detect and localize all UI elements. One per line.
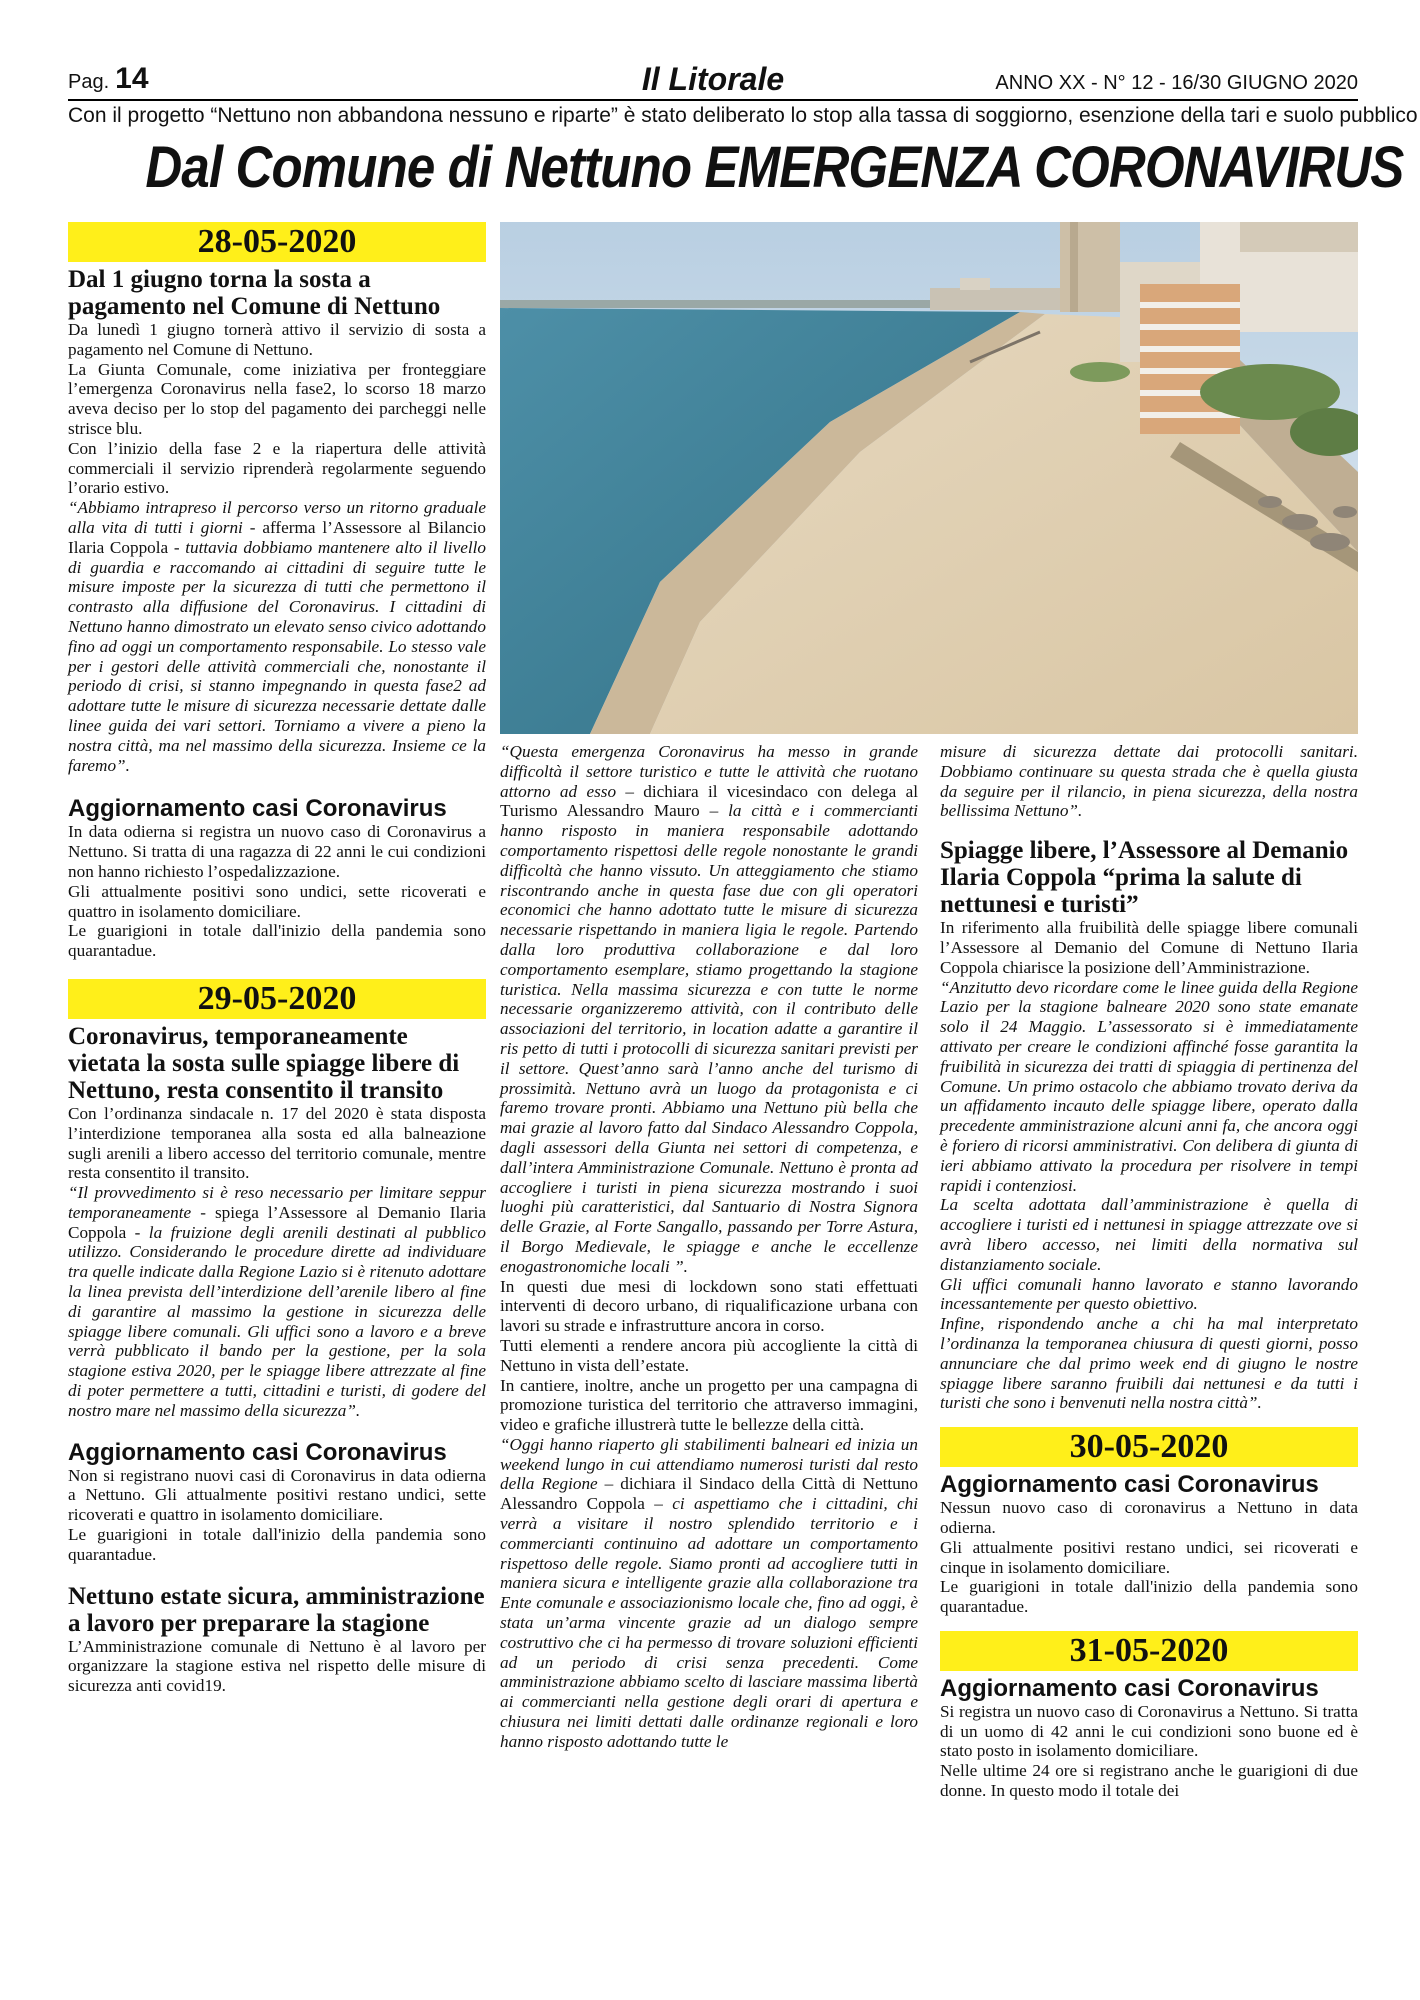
quote-paragraph: La scelta adottata dall’amministrazione è quella di accogliere i turisti ed i nettunesi in spiagge attrezzate ove si avrà libero accesso, nei limiti della normativa sul distanziamento sociale.	[940, 1195, 1358, 1274]
quote-paragraph: misure di sicurezza dettate dai protocolli sanitari. Dobbiamo continuare su questa strada che è quella giusta da seguire per il rilancio, in piena sicurezza, della nostra bellissima Nettuno”.	[940, 742, 1358, 821]
article-title: Spiagge libere, l’Assessore al Demanio Ilaria Coppola “prima la salute di nettunesi e turisti”	[940, 837, 1349, 919]
paragraph: Si registra un nuovo caso di Coronavirus a Nettuno. Si tratta di un uomo di 42 anni le cui condizioni sono buone ed è stato posto in isolamento domiciliare.	[940, 1701, 1358, 1761]
header-rule	[68, 99, 1358, 101]
paragraph: Le guarigioni in totale dall'inizio della pandemia sono quarantadue.	[940, 1577, 1358, 1617]
date-band: 30-05-2020	[940, 1427, 1358, 1467]
date-band: 28-05-2020	[68, 222, 486, 262]
article-title: Coronavirus, temporaneamente vietata la sosta sulle spiagge libere di Nettuno, resta consentito il transito	[68, 1022, 460, 1104]
quote-paragraph: “Abbiamo intrapreso il percorso verso un ritorno graduale alla vita di tutti i giorni - afferma l’Assessore al Bilancio Ilaria Coppola - tuttavia dobbiamo mantenere alto il livello di guardia e raccomando ai cittadini di seguire tutte le misure imposte per la sicurezza di tutti che permettono il contrasto alla diffusione del Coronavirus. I cittadini di Nettuno hanno dimostrato un elevato senso civico adottando fino ad oggi un comportamento responsabile. Lo stesso vale per i gestori delle attività commerciali che, nonostante il periodo di crisi, si stanno impegnando in questa fase2 ad adottare tutte le misure di sicurezza necessarie dettate dalle linee guida dei vari settori. Torniamo a vivere a pieno la nostra città, ma nel massimo della sicurezza. Insieme ce la faremo”.	[68, 498, 486, 775]
paragraph: Gli attualmente positivi restano undici, sei ricoverati e cinque in isolamento domiciliare.	[940, 1537, 1358, 1577]
article-title: Aggiornamento casi Coronavirus	[940, 1674, 1319, 1702]
beach-aerial-photo	[500, 222, 1358, 734]
article-title: Aggiornamento casi Coronavirus	[68, 1438, 447, 1466]
paragraph: L’Amministrazione comunale di Nettuno è al lavoro per organizzare la stagione estiva nel rispetto delle misure di sicurezza anti covid19.	[68, 1636, 486, 1696]
paragraph: Le guarigioni in totale dall'inizio della pandemia sono quarantadue.	[68, 921, 486, 961]
column-3	[940, 742, 1358, 1801]
paragraph: Nelle ultime 24 ore si registrano anche le guarigioni di due donne. In questo modo il totale dei	[940, 1761, 1358, 1801]
quote-paragraph: Gli uffici comunali hanno lavorato e stanno lavorando incessantemente per questo obiettivo.	[940, 1274, 1358, 1314]
paragraph: Le guarigioni in totale dall'inizio della pandemia sono quarantadue.	[68, 1525, 486, 1564]
article-title: Nettuno estate sicura, amministrazione a lavoro per preparare la stagione	[68, 1582, 485, 1637]
quote-paragraph: “Oggi hanno riaperto gli stabilimenti balneari ed inizia un weekend lungo in cui attendiamo numerosi turisti dal resto della Regione – dichiara il Sindaco della Città di Nettuno Alessandro Coppola – ci aspettiamo che i cittadini, chi verrà a visitare il nostro splendido territorio e i commercianti continuino ad adottare un comportamento rispettoso delle regole. Siamo pronti ad accogliere tutti in maniera sicura e intelligente grazie alla collaborazione tra Ente comunale e associazionismo locale che, fino ad oggi, è stata un’arma vincente grazie ad un dialogo sempre costruttivo che ci ha permesso di trovare soluzioni efficienti ad un periodo di crisi senza precedenti. Come amministrazione abbiamo scelto di lasciare massima libertà ai commercianti nella gestione degli orari di apertura e chiusura nei limiti dettati dalle ordinanze regionali e loro hanno risposto adottando tutte le	[500, 1434, 918, 1751]
page-number: 14	[115, 62, 149, 95]
paragraph: Da lunedì 1 giugno tornerà attivo il servizio di sosta a pagamento nel Comune di Nettuno.	[68, 320, 486, 359]
article-title: Dal 1 giugno torna la sosta a pagamento nel Comune di Nettuno	[68, 266, 441, 320]
article-title: Aggiornamento casi Coronavirus	[68, 795, 447, 823]
masthead: Il Litorale	[641, 61, 785, 97]
issue-info: ANNO XX - N° 12 - 16/30 GIUGNO 2020	[995, 72, 1358, 94]
subheadline: Con il progetto “Nettuno non abbandona nessuno e riparte” è stato deliberato lo stop alla tassa di soggiorno, esenzione della tari e suolo pubblico	[68, 104, 1418, 127]
beach-photo-illustration	[500, 222, 1358, 734]
page-header	[68, 61, 1358, 98]
date-band: 31-05-2020	[940, 1631, 1358, 1671]
paragraph: Gli attualmente positivi sono undici, sette ricoverati e quattro in isolamento domiciliare.	[68, 881, 486, 921]
quote-paragraph: “Anzitutto devo ricordare come le linee guida della Regione Lazio per la stagione balneare 2020 sono state emanate solo il 24 Maggio. L’assessorato si è immediatamente attivato per creare le condizioni affinché fosse garantita la fruibilità in sicurezza dei tratti di spiaggia di pertinenza del Comune. Un primo ostacolo che abbiamo trovato deriva da un affidamento incauto delle spiagge libere, operato dalla precedente amministrazione alcuni anni fa, che ancora oggi è foriero di ricorsi amministrativi. Con delibera di giunta di ieri abbiamo attivato la procedura per risolvere in tempi rapidi i contenziosi.	[940, 977, 1358, 1195]
paragraph: In data odierna si registra un nuovo caso di Coronavirus a Nettuno. Si tratta di una ragazza di 22 anni le cui condizioni non hanno richiesto l’ospedalizzazione.	[68, 822, 486, 881]
paragraph: Con l’inizio della fase 2 e la riapertura delle attività commerciali il servizio riprenderà regolarmente seguendo l’orario estivo.	[68, 438, 486, 498]
page-number-label: Pag. 14	[68, 62, 149, 95]
column-2	[500, 742, 918, 1752]
paragraph: Con l’ordinanza sindacale n. 17 del 2020 è stata disposta l’interdizione temporanea alla sosta ed alla balneazione sugli arenili a libero accesso del territorio comunale, mentre resta consentito il transito.	[68, 1103, 486, 1183]
quote-paragraph: “Il provvedimento si è reso necessario per limitare seppur temporaneamente - spiega l’Assessore al Demanio Ilaria Coppola - la fruizione degli arenili destinati al pubblico utilizzo. Considerando le procedure dirette ad individuare tra quelle indicate dalla Regione Lazio si è ritenuto adottare la linea prevista dell’interdizione dell’arenile libero al fine di garantire al massimo la gestione in sicurezza delle spiagge libere comunali. Gli uffici sono a lavoro e a breve verrà pubblicato il bando per la gestione, per la sola stagione estiva 2020, per le spiagge libere attrezzate al fine di poter permettere a tutti, cittadini e turisti, di godere del nostro mare nel massimo della sicurezza”.	[68, 1183, 487, 1420]
article-title: Aggiornamento casi Coronavirus	[940, 1471, 1319, 1499]
paragraph: Nessun nuovo caso di coronavirus a Nettuno in data odierna.	[940, 1498, 1358, 1537]
paragraph: Non si registrano nuovi casi di Coronavirus in data odierna a Nettuno. Gli attualmente positivi restano undici, sette ricoverati e quattro in isolamento domiciliare.	[68, 1465, 486, 1525]
quote-paragraph: Infine, rispondendo anche a chi ha mal interpretato l’ordinanza la temporanea chiusura di questi giorni, posso annunciare che dal primo week end di giugno le nostre spiagge libere saranno fruibili dai nettunesi e da tutti i turisti che sono i benvenuti nella nostra città”.	[940, 1314, 1358, 1413]
column-1	[68, 222, 486, 1696]
paragraph: La Giunta Comunale, come iniziativa per fronteggiare l’emergenza Coronavirus nella fase2, lo scorso 18 marzo aveva deciso per lo stop del pagamento dei parcheggi nelle strisce blu.	[68, 359, 486, 438]
quote-paragraph: “Questa emergenza Coronavirus ha messo in grande difficoltà il settore turistico e tutte le attività che ruotano attorno ad esso – dichiara il vicesindaco con delega al Turismo Alessandro Mauro – la città e i commercianti hanno risposto in maniera responsabile adottando comportamento rispettosi delle regole nonostante le grandi difficoltà che hanno vissuto. Un atteggiamento che stiamo riscontrando anche in questa fase due con gli operatori economici che hanno adottato tutte le misure di sicurezza necessarie rispettando in maniera ligia le regole. Partendo dalla loro produttiva collaborazione e dal loro comportamento esemplare, stiamo progettando la stagione turistica. Nella massima sicurezza e con tutte le norme necessarie organizzeremo attività, con il contributo delle associazioni del territorio, in location adatte a garantire il ris petto di tutti i protocolli di sicurezza sanitari previsti per il settore. Quest’anno sarà l’anno anche del turismo di prossimità. Nettuno avrà un luogo da protagonista e ci faremo trovare pronti. Abbiamo una Nettuno più bella che mai grazie al lavoro fatto dal Sindaco Alessandro Coppola, dagli assessori della Giunta nei settori di competenza, e dall’intera Amministrazione Comunale. Nettuno è pronta ad accogliere i turisti in piena sicurezza mostrando i suoi luoghi più caratteristici, dal Santuario di Nostra Signora delle Grazie, al Forte Sangallo, passando per Torre Astura, il Borgo Medievale, le spiagge e anche le eccellenze enogastronomiche locali ”.	[500, 742, 918, 1276]
paragraph: In riferimento alla fruibilità delle spiagge libere comunali l’Assessore al Demanio del Comune di Nettuno Ilaria Coppola chiarisce la posizione dell’Amministrazione.	[940, 918, 1358, 977]
date-band: 29-05-2020	[68, 979, 486, 1019]
paragraph: In questi due mesi di lockdown sono stati effettuati interventi di decoro urbano, di riqualificazione urbana con lavori su strade e infrastrutture ancora in corso.	[500, 1276, 918, 1336]
paragraph: In cantiere, inoltre, anche un progetto per una campagna di promozione turistica del territorio che attraverso immagini, video e grafiche illustrerà tutte le bellezze della città.	[500, 1375, 918, 1435]
main-headline: Dal Comune di Nettuno EMERGENZA CORONAVIRUS	[145, 135, 1404, 200]
paragraph: Tutti elementi a rendere ancora più accogliente la città di Nettuno in vista dell’estate.	[500, 1335, 918, 1375]
